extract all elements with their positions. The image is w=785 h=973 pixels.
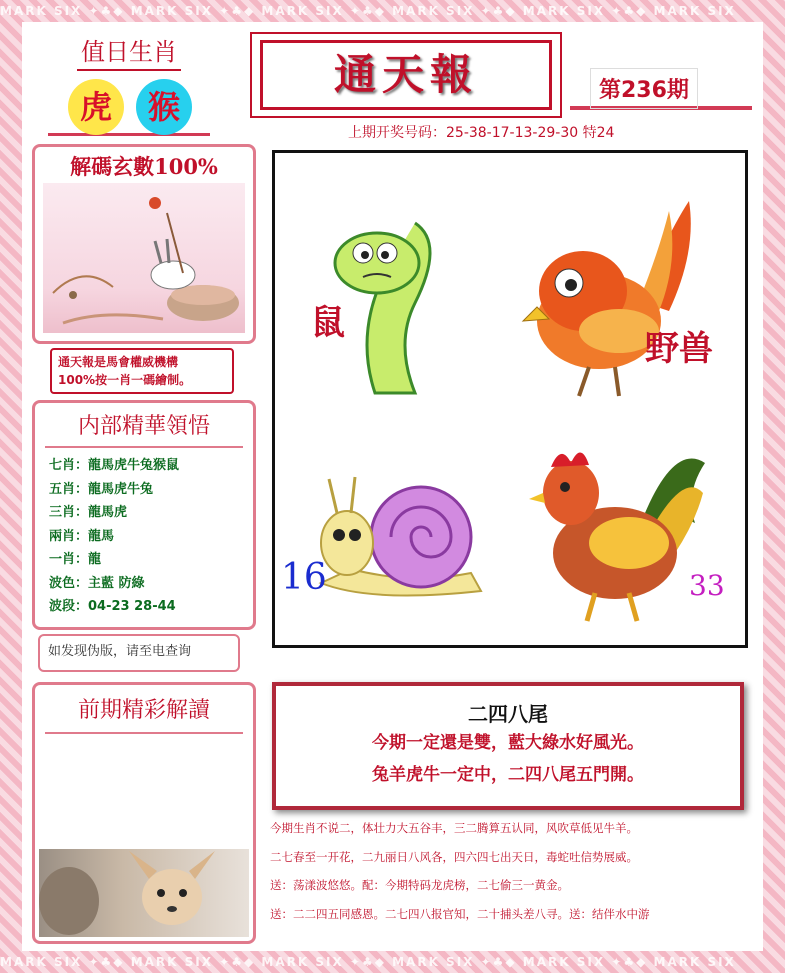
previous-interpretation-panel (32, 682, 256, 944)
number-left: 16 (281, 557, 327, 598)
poem-line: 送：二二四五同感恩。二七四八报官知，二十捕头差八寻。送：结伴水中游 (270, 906, 650, 921)
contact-panel (38, 634, 240, 672)
masthead-inner (260, 40, 552, 110)
snail-icon (311, 473, 491, 613)
verse-box (272, 682, 744, 810)
inner-title: 内部精華領悟 (45, 403, 243, 448)
list-item: 七肖：龍馬虎牛兔猴鼠 (49, 458, 180, 473)
rooster-icon (525, 433, 715, 623)
cartoon-illustration (43, 183, 245, 333)
zodiac-circles (48, 71, 210, 141)
decode-title: 解碼玄數100% (70, 154, 218, 179)
note-text (52, 350, 232, 392)
decode-panel (32, 144, 256, 344)
poem-line: 今期生肖不说二，体壮力大五谷丰，三二腾算五认同，风吹草低见牛羊。 (270, 821, 638, 835)
riddle-picture (272, 150, 748, 648)
border-watermark-bottom: MARK SIX ✦♣◆ MARK SIX ✦♣◆ MARK SIX ✦♣◆ MARK SIX ✦♣◆ MARK SIX ✦♣◆ MARK SIX (0, 955, 736, 969)
page-title: 通天報 (333, 50, 478, 99)
pets-photo (39, 849, 249, 937)
number-right: 33 (689, 569, 725, 602)
poster (22, 22, 763, 951)
zodiac-monkey: 猴 (136, 79, 192, 135)
issue-number: 第236期 (590, 68, 698, 109)
zodiac-tiger: 虎 (68, 79, 124, 135)
border-watermark-top: MARK SIX ✦♣◆ MARK SIX ✦♣◆ MARK SIX ✦♣◆ MARK SIX ✦♣◆ MARK SIX ✦♣◆ MARK SIX (0, 4, 736, 18)
label-rat: 鼠 (311, 303, 345, 343)
zodiac-of-day (48, 26, 210, 136)
rabbit-cartoon-icon (43, 183, 245, 333)
list-item: 五肖：龍馬虎牛兔 (49, 481, 154, 497)
verse-line-1: 今期一定還是雙，藍大綠水好風光。 (372, 733, 644, 753)
label-wild-beast: 野兽 (645, 329, 713, 369)
list-item: 波色：主藍 防綠 (49, 575, 145, 591)
verse-line-2: 兔羊虎牛一定中，二四八尾五門開。 (372, 765, 644, 785)
zodiac-title: 值日生肖 (77, 26, 181, 71)
poem-line: 二七春至一开花，二九丽日八风各，四六四七出天日，毒蛇吐信势展威。 (270, 849, 638, 864)
poem-block (270, 814, 756, 928)
masthead (250, 32, 562, 118)
poem-line: 送：荡漾波悠悠。配：今期特码龙虎榜，二七偷三一黄金。 (270, 878, 569, 892)
last-draw-numbers: 上期开奖号码：25-38-17-13-29-30 特24 (348, 125, 615, 141)
issue-box (570, 58, 752, 110)
note-line-1: 通天報是馬會權威機構 (58, 355, 179, 369)
note-line-2: 100%按一肖一碼繪制。 (58, 373, 192, 387)
chihuahua-kitten-icon (39, 849, 249, 937)
inner-list (35, 448, 253, 619)
prev-title: 前期精彩解讀 (45, 685, 243, 734)
note-panel (50, 348, 234, 394)
list-item: 兩肖：龍馬 (49, 528, 115, 544)
verse-title: 二四八尾 (468, 702, 548, 726)
list-item: 波段：04-23 28-44 (49, 599, 176, 614)
list-item: 一肖：龍 (49, 552, 102, 567)
inner-essence-panel (32, 400, 256, 630)
contact-text: 如发现伪版，请至电查询 (48, 644, 192, 659)
list-item: 三肖：龍馬虎 (49, 505, 128, 520)
